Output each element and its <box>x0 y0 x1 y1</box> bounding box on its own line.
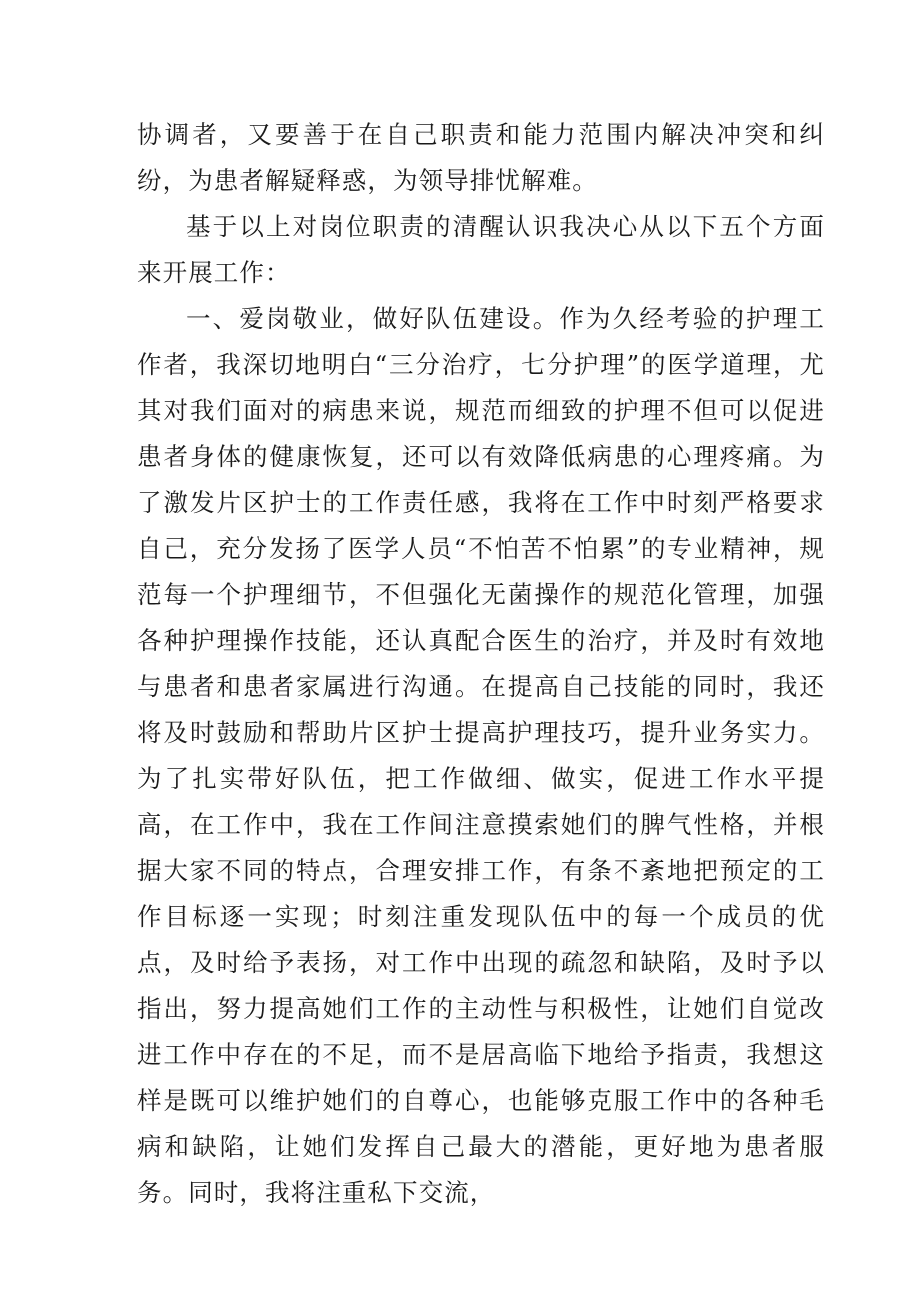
paragraph-continuation: 协调者，又要善于在自己职责和能力范围内解决冲突和纠纷，为患者解疑释惑，为领导排忧解难。 <box>137 120 825 195</box>
paragraph-section-one: 一、爱岗敬业，做好队伍建设。作为久经考验的护理工作者，我深切地明白“三分治疗，七分护理”的医学道理，尤其对我们面对的病患来说，规范而细致的护理不但可以促进患者身体的健康恢复，还可以有效降低病患的心理疼痛。为了激发片区护士的工作责任感，我将在工作中时刻严格要求自己，充分发扬了医学人员“不怕苦不怕累”的专业精神，规范每一个护理细节，不但强化无菌操作的规范化管理，加强各种护理操作技能，还认真配合医生的治疗，并及时有效地与患者和患者家属进行沟通。在提高自己技能的同时，我还将及时鼓励和帮助片区护士提高护理技巧，提升业务实力。为了扎实带好队伍，把工作做细、做实，促进工作水平提高，在工作中，我在工作间注意摸索她们的脾气性格，并根据大家不同的特点，合理安排工作，有条不紊地把预定的工作目标逐一实现；时刻注重发现队伍中的每一个成员的优点，及时给予表扬，对工作中出现的疏忽和缺陷，及时予以指出，努力提高她们工作的主动性与积极性，让她们自觉改进工作中存在的不足，而不是居高临下地给予指责，我想这样是既可以维护她们的自尊心，也能够克服工作中的各种毛病和缺陷，让她们发挥自己最大的潜能，更好地为患者服务。同时，我将注重私下交流， <box>137 304 825 1207</box>
paragraph-work-plan-intro: 基于以上对岗位职责的清醒认识我决心从以下五个方面来开展工作： <box>137 212 825 287</box>
document-body <box>137 112 825 1216</box>
